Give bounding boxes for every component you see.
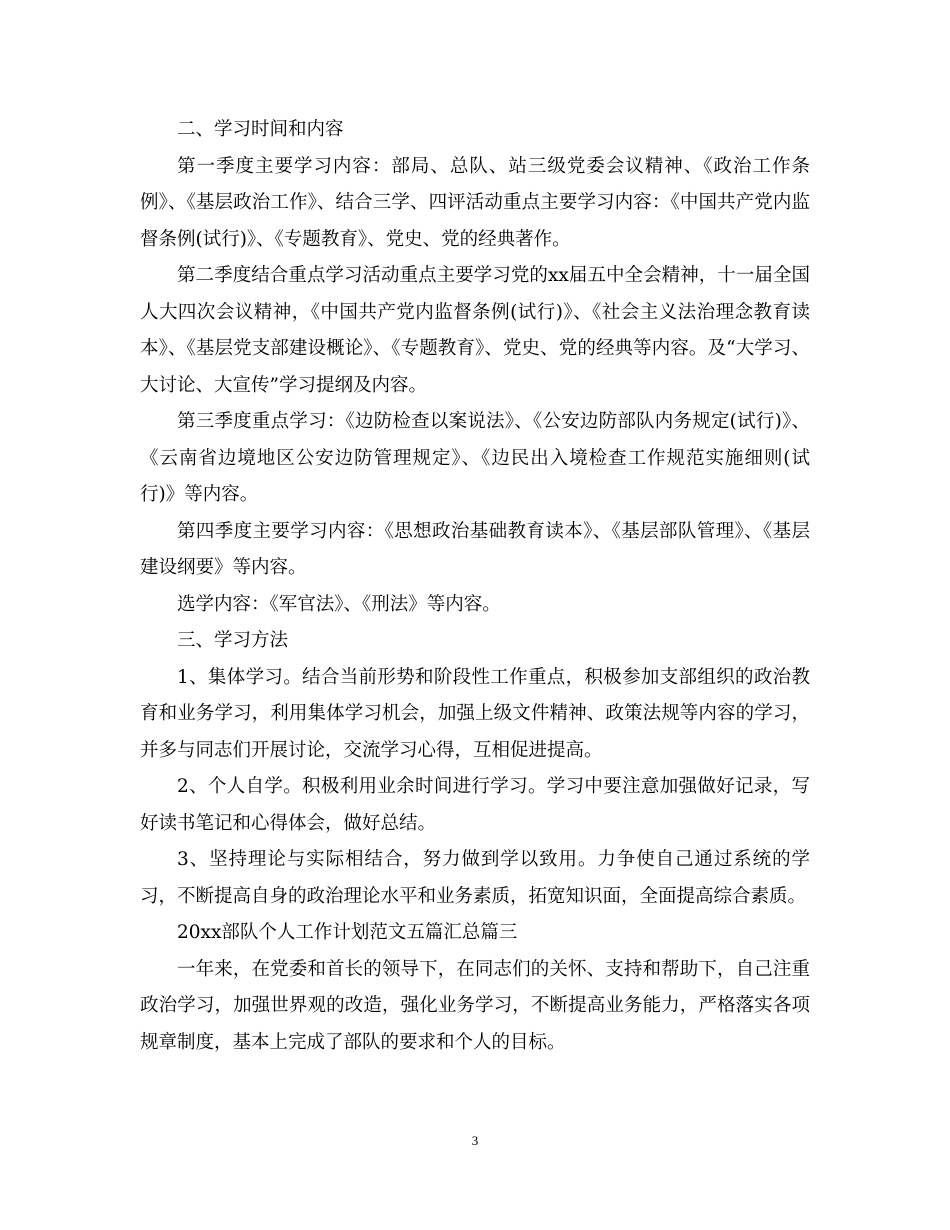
- paragraph-q1-content: 第一季度主要学习内容：部局、总队、站三级党委会议精神、《政治工作条例》、《基层政治工作》、结合三学、四评活动重点主要学习内容：《中国共产党内监督条例(试行)》、《专题教育》、党史、党的经典著作。: [140, 155, 810, 250]
- section-heading-study-method: 三、学习方法: [177, 630, 289, 651]
- page-body: [140, 112, 810, 1061]
- section-heading-study-time: 二、学习时间和内容: [177, 119, 344, 140]
- paragraph-method-group-study: 1、集体学习。结合当前形势和阶段性工作重点，积极参加支部组织的政治教育和业务学习，利用集体学习机会，加强上级文件精神、政策法规等内容的学习，并多与同志们开展讨论，交流学习心得，互相促进提高。: [140, 666, 810, 761]
- article-title-part-three: 20xx部队个人工作计划范文五篇汇总篇三: [177, 922, 518, 943]
- paragraph-q3-content: 第三季度重点学习：《边防检查以案说法》、《公安边防部队内务规定(试行)》、《云南省边境地区公安边防管理规定》、《边民出入境检查工作规范实施细则(试行)》等内容。: [140, 411, 810, 505]
- page-number: 3: [471, 1133, 479, 1148]
- paragraph-method-self-study: 2、个人自学。积极利用业余时间进行学习。学习中要注意加强做好记录，写好读书笔记和心得体会，做好总结。: [140, 776, 810, 834]
- paragraph-method-theory-practice: 3、坚持理论与实际相结合，努力做到学以致用。力争使自己通过系统的学习，不断提高自身的政治理论水平和业务素质，拓宽知识面，全面提高综合素质。: [140, 849, 810, 907]
- paragraph-year-summary: 一年来，在党委和首长的领导下，在同志们的关怀、支持和帮助下，自己注重政治学习，加强世界观的改造，强化业务学习，不断提高业务能力，严格落实各项规章制度，基本上完成了部队的要求和个人的目标。: [140, 958, 810, 1053]
- paragraph-elective-content: 选学内容：《军官法》、《刑法》等内容。: [177, 593, 501, 615]
- paragraph-q2-content: 第二季度结合重点学习活动重点主要学习党的xx届五中全会精神，十一届全国人大四次会议精神，《中国共产党内监督条例(试行)》、《社会主义法治理念教育读本》、《基层党支部建设概论》、《专题教育》、党史、党的经典等内容。及“大学习、大讨论、大宣传”学习提纲及内容。: [140, 265, 810, 396]
- paragraph-q4-content: 第四季度主要学习内容：《思想政治基础教育读本》、《基层部队管理》、《基层建设纲要》等内容。: [140, 520, 810, 578]
